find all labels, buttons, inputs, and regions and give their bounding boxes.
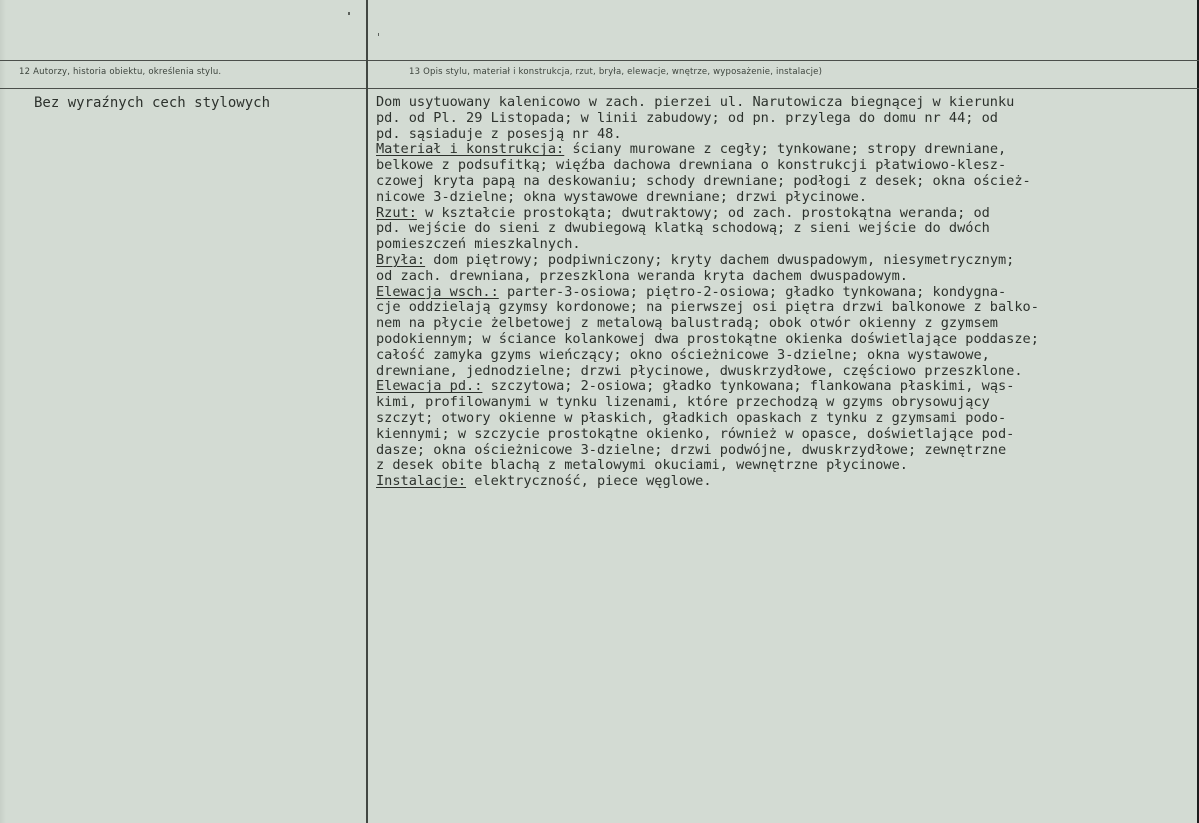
description-line-text: drewniane, jednodzielne; drzwi płycinowe, dwuskrzydłowe, częściowo przeszklone. <box>376 362 1023 379</box>
card-edge-shadow <box>0 0 6 823</box>
description-line <box>376 458 1191 474</box>
description-line <box>376 190 1191 206</box>
description-line-text: elektryczność, piece węglowe. <box>466 473 712 490</box>
description-line-text: kimi, profilowanymi w tynku lizenami, które przechodzą w gzyms obrysowujący <box>376 394 990 411</box>
description-line <box>376 474 1191 490</box>
field-13-header: 13 Opis stylu, materiał i konstrukcja, rzut, bryła, elewacje, wnętrze, wyposażenie, instalacje) <box>409 67 823 77</box>
description-line <box>376 443 1191 459</box>
description-line <box>376 221 1191 237</box>
description-line <box>376 395 1191 411</box>
description-text <box>376 95 1191 490</box>
description-line <box>376 111 1191 127</box>
description-line-text: kiennymi; w szczycie prostokątne okienko, również w opasce, doświetlające pod- <box>376 425 1015 442</box>
paper-speck <box>378 33 379 36</box>
paper-speck <box>348 12 350 15</box>
description-line <box>376 285 1191 301</box>
description-line <box>376 379 1191 395</box>
section-title: Materiał i konstrukcja: <box>376 141 565 158</box>
description-line-text: cje oddzielają gzymsy kordonowe; na pierwszej osi piętra drzwi balkonowe z balko- <box>376 299 1039 316</box>
description-line-text: dasze; okna ościeżnicowe 3-dzielne; drzwi podwójne, dwuskrzydłowe; zewnętrzne <box>376 441 1007 458</box>
description-line <box>376 316 1191 332</box>
description-line <box>376 269 1191 285</box>
description-line-text: dom piętrowy; podpiwniczony; kryty dachem dwuspadowym, niesymetrycznym; <box>425 251 1015 268</box>
header-bottom-rule <box>0 88 1199 89</box>
section-title: Rzut: <box>376 204 417 221</box>
field-12-header: 12 Autorzy, historia obiektu, określenia stylu. <box>19 67 222 77</box>
description-line-text: belkowe z podsufitką; więźba dachowa drewniana o konstrukcji płatwiowo-klesz- <box>376 157 1007 174</box>
description-line-text: pd. wejście do sieni z dwubiegową klatką schodową; z sieni wejście do dwóch <box>376 220 990 237</box>
description-line <box>376 237 1191 253</box>
section-title: Elewacja pd.: <box>376 378 483 395</box>
description-line-text: od zach. drewniana, przeszklona weranda kryta dachem dwuspadowym. <box>376 267 908 284</box>
column-divider <box>366 0 368 823</box>
description-line-text: pd. od Pl. 29 Listopada; w linii zabudowy; od pn. przylega do domu nr 44; od <box>376 109 998 126</box>
description-line <box>376 174 1191 190</box>
section-title: Instalacje: <box>376 473 467 490</box>
description-line-text: szczytowa; 2-osiowa; gładko tynkowana; flankowana płaskimi, wąs- <box>482 378 1015 395</box>
description-line-text: szczyt; otwory okienne w płaskich, gładkich opaskach z tynku z gzymsami podo- <box>376 409 1007 426</box>
description-line <box>376 142 1191 158</box>
description-line <box>376 411 1191 427</box>
section-title: Bryła: <box>376 251 426 268</box>
description-line <box>376 253 1191 269</box>
description-line <box>376 95 1191 111</box>
description-line-text: pomieszczeń mieszkalnych. <box>376 236 581 253</box>
description-line-text: czowej kryta papą na deskowaniu; schody drewniane; podłogi z desek; okna oścież- <box>376 172 1031 189</box>
style-note: Bez wyraźnych cech stylowych <box>34 95 271 111</box>
description-line <box>376 364 1191 380</box>
description-line-text: ściany murowane z cegły; tynkowane; stropy drewniane, <box>564 141 1007 158</box>
description-line <box>376 127 1191 143</box>
description-line-text: nem na płycie żelbetowej z metalową balustradą; obok otwór okienny z gzymsem <box>376 315 998 332</box>
description-line-text: w kształcie prostokąta; dwutraktowy; od zach. prostokątna weranda; od <box>416 204 990 221</box>
header-top-rule <box>0 60 1199 61</box>
description-line-text: parter-3-osiowa; piętro-2-osiowa; gładko tynkowana; kondygna- <box>498 283 1007 300</box>
description-line-text: z desek obite blachą z metalowymi okuciami, wewnętrzne płycinowe. <box>376 457 908 474</box>
description-line-text: pd. sąsiaduje z posesją nr 48. <box>376 125 622 142</box>
section-title: Elewacja wsch.: <box>376 283 499 300</box>
description-line <box>376 300 1191 316</box>
description-line <box>376 158 1191 174</box>
description-line-text: całość zamyka gzyms wieńczący; okno ościeżnicowe 3-dzielne; okna wystawowe, <box>376 346 990 363</box>
description-line <box>376 427 1191 443</box>
description-line <box>376 348 1191 364</box>
description-line <box>376 206 1191 222</box>
description-line-text: podokiennym; w ściance kolankowej dwa prostokątne okienka doświetlające poddasze; <box>376 330 1039 347</box>
description-line <box>376 332 1191 348</box>
description-line-text: nicowe 3-dzielne; okna wystawowe drewniane; drzwi płycinowe. <box>376 188 868 205</box>
description-line-text: Dom usytuowany kalenicowo w zach. pierzei ul. Narutowicza biegnącej w kierunku <box>376 94 1015 110</box>
